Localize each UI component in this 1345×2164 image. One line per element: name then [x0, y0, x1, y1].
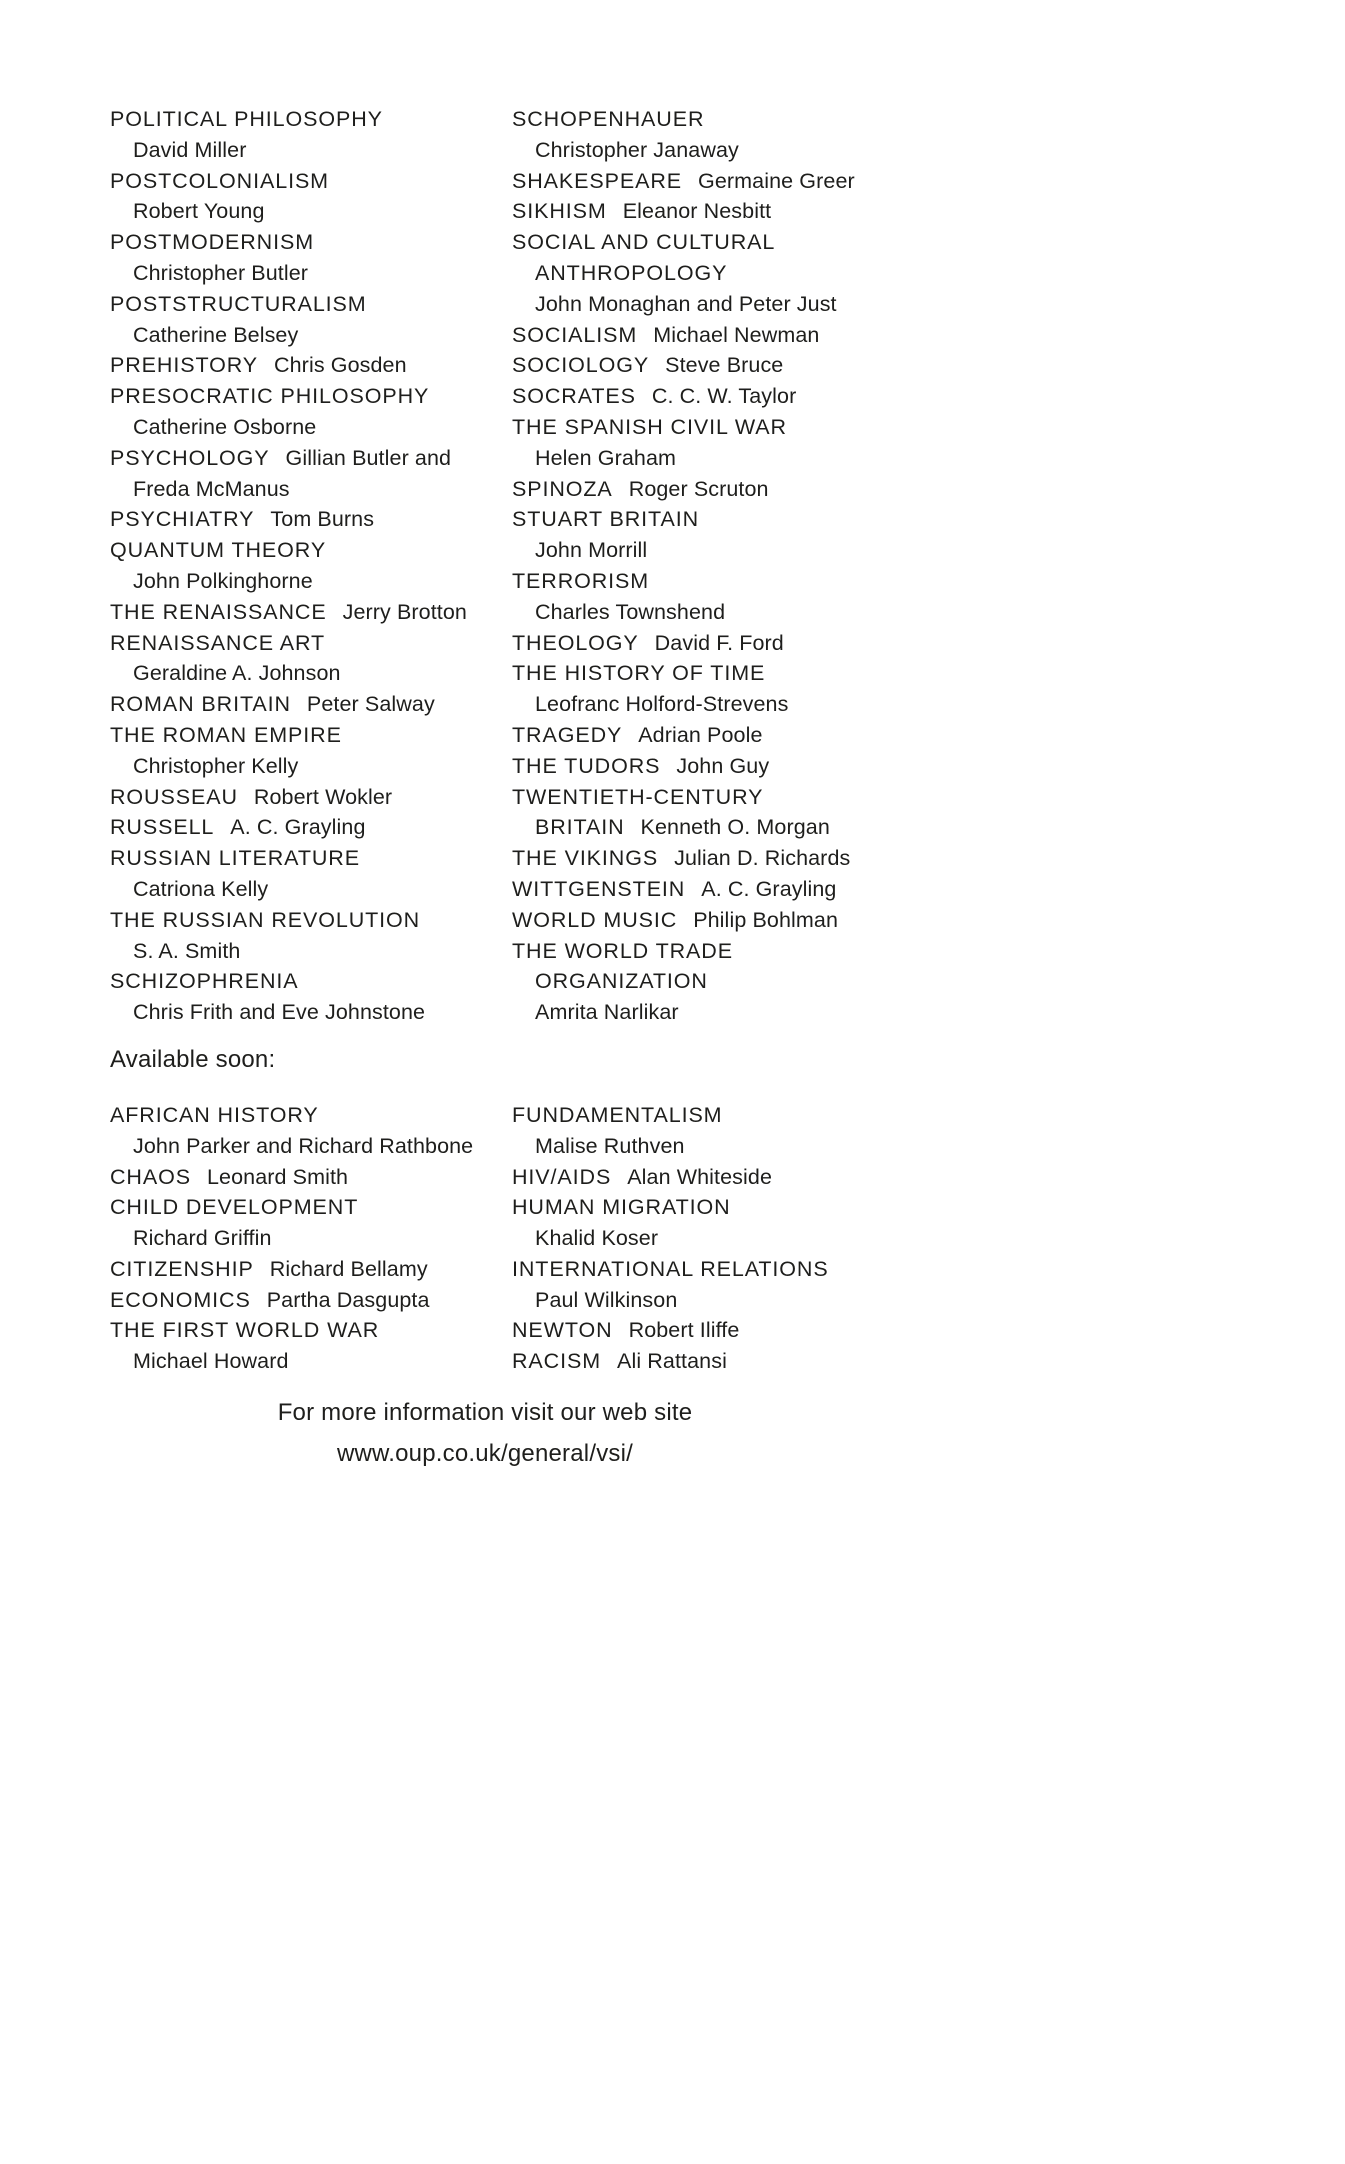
book-title: PSYCHOLOGY: [110, 445, 270, 470]
list-line: [110, 1162, 512, 1193]
book-author: Robert Young: [133, 199, 265, 224]
book-title: RENAISSANCE ART: [110, 630, 326, 655]
book-title: PREHISTORY: [110, 353, 258, 378]
book-title: POSTCOLONIALISM: [110, 168, 329, 193]
list-line: [512, 1285, 900, 1316]
list-line: [110, 997, 512, 1028]
book-author: John Polkinghorne: [133, 568, 313, 593]
book-author: David Miller: [133, 137, 247, 162]
book-title: TWENTIETH-CENTURY: [512, 784, 764, 809]
list-line: [512, 350, 900, 381]
book-title: RUSSELL: [110, 815, 215, 840]
list-line: [110, 1100, 512, 1131]
book-title: CITIZENSHIP: [110, 1256, 254, 1281]
list-line: [110, 1285, 512, 1316]
book-author: C. C. W. Taylor: [651, 384, 797, 409]
list-line: [110, 258, 512, 289]
book-author: Alan Whiteside: [627, 1164, 773, 1189]
book-listing-page: [110, 104, 900, 1474]
current-titles-section: [110, 104, 900, 1028]
list-line: [110, 166, 512, 197]
list-line: [110, 443, 512, 474]
available-soon-section: [110, 1100, 900, 1377]
list-line: [512, 258, 900, 289]
list-line: [512, 320, 900, 351]
list-line: [512, 443, 900, 474]
list-line: [512, 997, 900, 1028]
book-title: NEWTON: [512, 1318, 613, 1343]
book-title: TRAGEDY: [512, 722, 623, 747]
list-line: [110, 751, 512, 782]
book-title: POLITICAL PHILOSOPHY: [110, 107, 383, 131]
book-author: Catherine Belsey: [133, 322, 299, 347]
list-line: [512, 412, 900, 443]
list-line: [512, 1315, 900, 1346]
book-title: THE WORLD TRADE: [512, 938, 733, 963]
list-line: [512, 936, 900, 967]
list-line: [512, 1223, 900, 1254]
book-title: SPINOZA: [512, 476, 613, 501]
list-line: [110, 1346, 512, 1377]
footer: [110, 1392, 860, 1474]
book-title: HIV/AIDS: [512, 1164, 612, 1189]
list-line: [512, 381, 900, 412]
list-line: [512, 289, 900, 320]
list-line: [110, 289, 512, 320]
book-author: Richard Griffin: [133, 1226, 272, 1251]
book-author: Freda McManus: [133, 476, 290, 501]
current-titles-column-left: [110, 104, 512, 1028]
book-author: Christopher Butler: [133, 260, 309, 285]
list-line: [512, 1192, 900, 1223]
book-title: THEOLOGY: [512, 630, 639, 655]
list-line: [110, 874, 512, 905]
book-title: STUART BRITAIN: [512, 507, 700, 532]
list-line: [110, 412, 512, 443]
book-author: Christopher Kelly: [133, 753, 299, 778]
book-author: John Parker and Richard Rathbone: [133, 1133, 474, 1158]
book-author: John Morrill: [535, 538, 648, 563]
list-line: [110, 474, 512, 505]
list-line: [512, 196, 900, 227]
list-line: [512, 566, 900, 597]
book-author: Eleanor Nesbitt: [622, 199, 772, 224]
list-line: [110, 350, 512, 381]
book-title: SIKHISM: [512, 199, 607, 224]
list-line: [110, 966, 512, 997]
book-author: Robert Wokler: [253, 784, 393, 809]
book-author: Julian D. Richards: [674, 846, 851, 871]
list-line: [512, 597, 900, 628]
book-title: SOCIALISM: [512, 322, 638, 347]
available-soon-column-left: [110, 1100, 512, 1377]
book-author: Catriona Kelly: [133, 876, 269, 901]
list-line: [110, 905, 512, 936]
book-author: Chris Frith and Eve Johnstone: [133, 1000, 426, 1025]
list-line: [512, 905, 900, 936]
book-title: POSTMODERNISM: [110, 230, 315, 255]
list-line: [110, 1192, 512, 1223]
book-title: INTERNATIONAL RELATIONS: [512, 1256, 829, 1281]
book-author: Leonard Smith: [206, 1164, 349, 1189]
list-line: [110, 504, 512, 535]
book-title: THE VIKINGS: [512, 846, 659, 871]
book-title: CHILD DEVELOPMENT: [110, 1195, 359, 1220]
book-author: Adrian Poole: [638, 722, 763, 747]
list-line: [512, 474, 900, 505]
book-author: Leofranc Holford-Strevens: [535, 692, 789, 717]
book-title: SOCIOLOGY: [512, 353, 650, 378]
book-title: FUNDAMENTALISM: [512, 1102, 723, 1127]
book-title: ECONOMICS: [110, 1287, 251, 1312]
list-line: [512, 658, 900, 689]
list-line: [512, 1100, 900, 1131]
book-title: WORLD MUSIC: [512, 907, 678, 932]
book-author: A. C. Grayling: [701, 876, 837, 901]
book-author: Robert Iliffe: [628, 1318, 740, 1343]
list-line: [110, 566, 512, 597]
book-title: SCHIZOPHRENIA: [110, 969, 299, 994]
list-line: [110, 104, 512, 135]
book-title: QUANTUM THEORY: [110, 538, 327, 563]
book-title: ROMAN BRITAIN: [110, 692, 291, 717]
list-line: [512, 689, 900, 720]
list-line: [512, 782, 900, 813]
book-title: HUMAN MIGRATION: [512, 1195, 731, 1220]
footer-info-text: For more information visit our web site: [277, 1399, 693, 1427]
book-title: PSYCHIATRY: [110, 507, 255, 532]
list-line: [512, 843, 900, 874]
book-author: Malise Ruthven: [535, 1133, 685, 1158]
book-author: Catherine Osborne: [133, 414, 317, 439]
book-title: THE TUDORS: [512, 753, 661, 778]
list-line: [512, 227, 900, 258]
book-author: Michael Howard: [133, 1349, 289, 1374]
list-line: [110, 812, 512, 843]
book-title: POSTSTRUCTURALISM: [110, 291, 367, 316]
book-title: SOCRATES: [512, 384, 636, 409]
list-line: [110, 1315, 512, 1346]
book-title: WITTGENSTEIN: [512, 876, 686, 901]
book-title: RUSSIAN LITERATURE: [110, 846, 360, 871]
book-author: Chris Gosden: [274, 353, 407, 378]
book-author: Partha Dasgupta: [266, 1287, 430, 1312]
list-line: [110, 535, 512, 566]
book-title: SCHOPENHAUER: [512, 107, 705, 131]
current-titles-column-right: [512, 104, 900, 1028]
list-line: [512, 1254, 900, 1285]
book-author: Tom Burns: [270, 507, 375, 532]
book-title: THE HISTORY OF TIME: [512, 661, 766, 686]
book-author: John Monaghan and Peter Just: [535, 291, 837, 316]
list-line: [110, 1223, 512, 1254]
list-line: [110, 936, 512, 967]
available-soon-column-right: [512, 1100, 900, 1377]
list-line: [512, 135, 900, 166]
book-author: Khalid Koser: [535, 1226, 659, 1251]
list-line: [110, 628, 512, 659]
list-line: [512, 720, 900, 751]
list-line: [110, 196, 512, 227]
list-line: [512, 1162, 900, 1193]
book-author: Michael Newman: [653, 322, 820, 347]
book-author: Jerry Brotton: [342, 599, 467, 624]
book-author: David F. Ford: [654, 630, 784, 655]
book-title: SHAKESPEARE: [512, 168, 683, 193]
book-author: John Guy: [676, 753, 770, 778]
book-author: Helen Graham: [535, 445, 677, 470]
book-title: BRITAIN: [535, 815, 625, 840]
book-author: S. A. Smith: [133, 938, 241, 963]
list-line: [110, 320, 512, 351]
list-line: [110, 135, 512, 166]
book-title: ROUSSEAU: [110, 784, 238, 809]
book-title: THE FIRST WORLD WAR: [110, 1318, 380, 1343]
book-author: Germaine Greer: [698, 168, 855, 193]
book-author: Charles Townshend: [535, 599, 726, 624]
list-line: [512, 966, 900, 997]
book-author: Kenneth O. Morgan: [640, 815, 830, 840]
list-line: [512, 812, 900, 843]
book-title: THE RUSSIAN REVOLUTION: [110, 907, 421, 932]
book-title: CHAOS: [110, 1164, 191, 1189]
book-author: Geraldine A. Johnson: [133, 661, 341, 686]
footer-url: www.oup.co.uk/general/vsi/: [336, 1440, 633, 1468]
list-line: [512, 751, 900, 782]
book-title: SOCIAL AND CULTURAL: [512, 230, 776, 255]
list-line: [512, 104, 900, 135]
book-title: THE SPANISH CIVIL WAR: [512, 414, 787, 439]
list-line: [110, 1254, 512, 1285]
book-author: Paul Wilkinson: [535, 1287, 678, 1312]
list-line: [110, 689, 512, 720]
book-author: Philip Bohlman: [693, 907, 839, 932]
list-line: [512, 1131, 900, 1162]
book-title: TERRORISM: [512, 568, 650, 593]
book-title: RACISM: [512, 1349, 602, 1374]
book-author: Peter Salway: [306, 692, 435, 717]
book-author: Richard Bellamy: [269, 1256, 428, 1281]
list-line: [110, 227, 512, 258]
list-line: [512, 1346, 900, 1377]
list-line: [512, 535, 900, 566]
list-line: [110, 843, 512, 874]
book-author: Amrita Narlikar: [535, 1000, 679, 1025]
available-soon-heading: Available soon:: [110, 1045, 276, 1073]
book-title: ORGANIZATION: [535, 969, 708, 994]
list-line: [110, 1131, 512, 1162]
list-line: [512, 166, 900, 197]
list-line: [110, 720, 512, 751]
book-author: Christopher Janaway: [535, 137, 739, 162]
book-author: Gillian Butler and: [285, 445, 452, 470]
book-title: THE ROMAN EMPIRE: [110, 722, 342, 747]
list-line: [110, 381, 512, 412]
list-line: [512, 504, 900, 535]
list-line: [110, 597, 512, 628]
book-title: AFRICAN HISTORY: [110, 1102, 319, 1127]
book-title: ANTHROPOLOGY: [535, 260, 728, 285]
list-line: [512, 874, 900, 905]
book-author: Roger Scruton: [628, 476, 769, 501]
book-author: Ali Rattansi: [617, 1349, 727, 1374]
book-author: Steve Bruce: [665, 353, 784, 378]
book-title: PRESOCRATIC PHILOSOPHY: [110, 384, 430, 409]
book-title: THE RENAISSANCE: [110, 599, 327, 624]
list-line: [512, 628, 900, 659]
list-line: [110, 658, 512, 689]
list-line: [110, 782, 512, 813]
book-author: A. C. Grayling: [230, 815, 366, 840]
